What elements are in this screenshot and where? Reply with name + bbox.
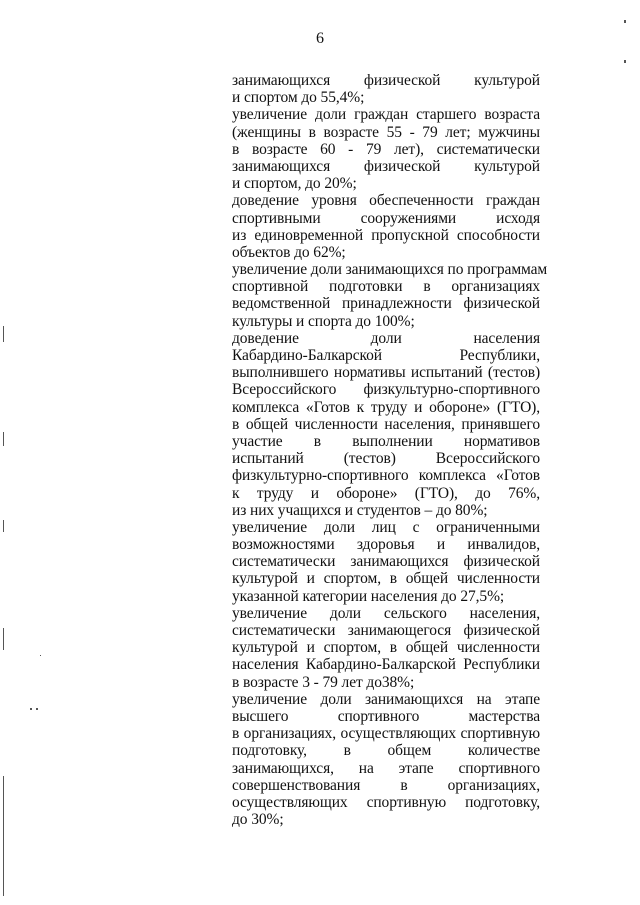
text-line: до 30%; [232, 811, 284, 829]
text-line: и спортом до 55,4%; [232, 89, 365, 107]
text-line: и спортом, до 20%; [232, 175, 357, 193]
text-line: увеличение доли сельского населения, [232, 604, 540, 622]
text-line: занимающихся, на этапе спортивного [232, 759, 540, 777]
text-line: увеличение доли занимающихся на этапе [232, 690, 540, 708]
text-line: к труду и обороне» (ГТО), до 76%, [232, 484, 540, 502]
page-number: 6 [316, 30, 324, 47]
text-line: участие в выполнении нормативов [232, 432, 540, 450]
document-body [232, 72, 548, 829]
text-line: спортивными сооружениями исходя [232, 209, 540, 227]
text-line: увеличение доли занимающихся по программам [232, 261, 548, 279]
text-line: осуществляющих спортивную подготовку, [232, 793, 540, 811]
text-line: Кабардино-Балкарской Республики, [232, 347, 540, 364]
text-line: культуры и спорта до 100%; [232, 312, 415, 330]
text-line: Всероссийского физкультурно-спортивного [232, 381, 540, 399]
text-line: из единовременной пропускной способности [232, 226, 540, 244]
text-line: доведение уровня обеспеченности граждан [232, 192, 540, 210]
scan-mark [3, 628, 4, 650]
text-line: испытаний (тестов) Всероссийского [232, 450, 540, 468]
scan-mark [624, 60, 626, 63]
scan-mark [3, 520, 4, 532]
text-line: ведомственной принадлежности физической [232, 295, 540, 313]
text-line: из них учащихся и студентов – до 80%; [232, 501, 488, 519]
text-line: подготовку, в общем количестве [232, 742, 540, 760]
text-line: возможностями здоровья и инвалидов, [232, 536, 540, 554]
text-line: увеличение доли лиц с ограниченными [232, 518, 540, 536]
scan-mark [3, 326, 4, 342]
scan-mark [624, 20, 626, 23]
text-line: указанной категории населения до 27,5%; [232, 587, 505, 605]
text-line: высшего спортивного мастерства [232, 707, 540, 725]
text-line: культурой и спортом, в общей численности [232, 639, 540, 657]
text-line: комплекса «Готов к труду и обороне» (ГТО), [232, 398, 540, 416]
text-line: в организациях, осуществляющих спортивную [232, 725, 540, 743]
text-line: занимающихся физической культурой [232, 72, 540, 89]
text-line: (женщины в возрасте 55 - 79 лет; мужчины [232, 123, 540, 141]
text-line: в общей численности населения, принявшего [232, 415, 540, 433]
scan-mark [30, 708, 32, 710]
scan-mark [36, 708, 38, 710]
text-line: в возрасте 60 - 79 лет), систематически [232, 140, 540, 158]
text-line: спортивной подготовки в организациях [232, 278, 540, 296]
scan-mark [3, 776, 4, 896]
text-line: доведение доли населения [232, 329, 540, 347]
text-line: в возрасте 3 - 79 лет до38%; [232, 673, 415, 691]
scan-mark [3, 432, 4, 446]
text-line: населения Кабардино-Балкарской Республики [232, 656, 540, 674]
scan-mark [40, 655, 41, 656]
text-line: культурой и спортом, в общей численности [232, 570, 540, 588]
text-line: совершенствования в организациях, [232, 776, 540, 794]
text-line: систематически занимающихся физической [232, 553, 540, 571]
text-line: увеличение доли граждан старшего возраста [232, 106, 540, 124]
text-line: объектов до 62%; [232, 243, 346, 261]
text-line: физкультурно-спортивного комплекса «Готов [232, 467, 540, 485]
text-line: систематически занимающегося физической [232, 622, 540, 639]
text-line: занимающихся физической культурой [232, 157, 540, 175]
text-line: выполнившего нормативы испытаний (тестов) [232, 364, 540, 382]
